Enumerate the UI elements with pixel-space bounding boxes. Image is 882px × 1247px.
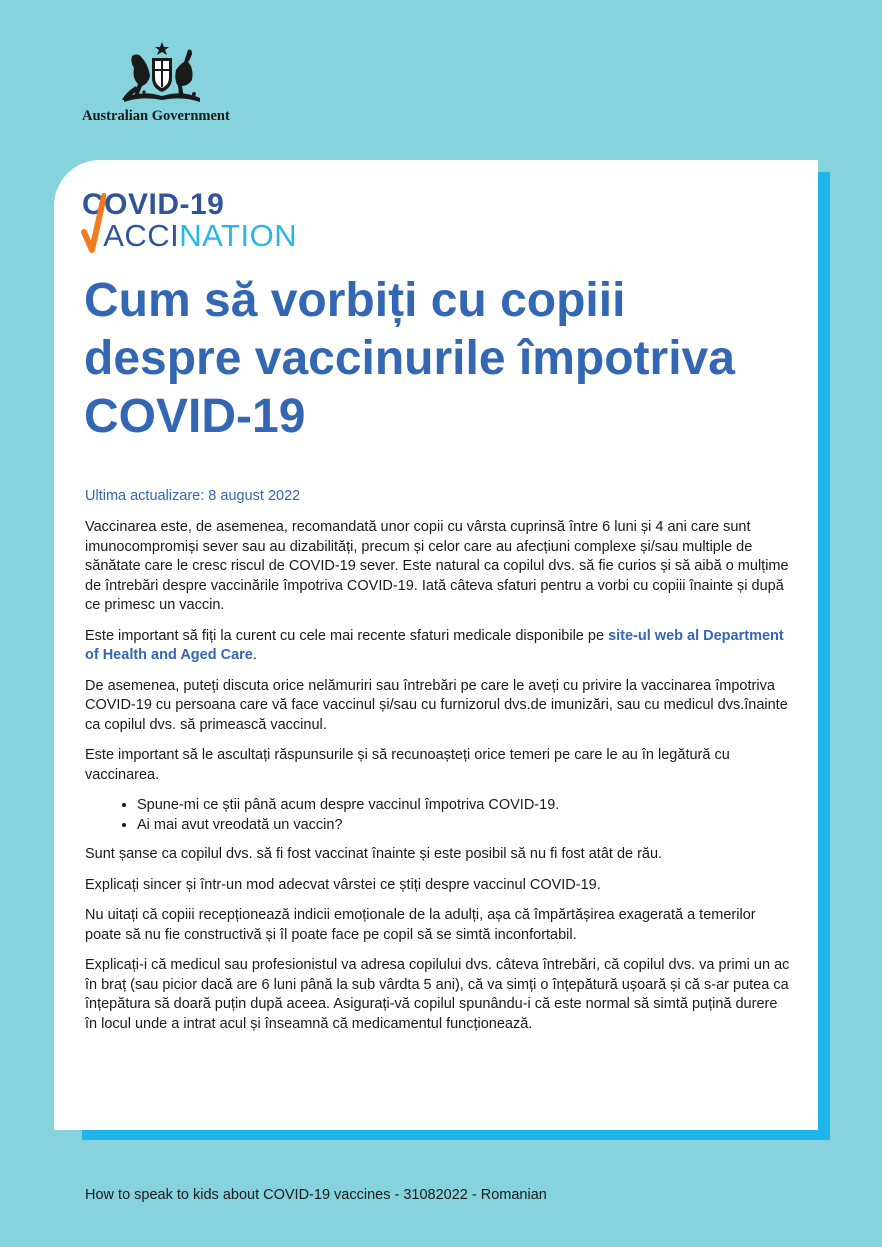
page-title: Cum să vorbiți cu copiii despre vaccinurile împotriva COVID-19: [84, 274, 735, 443]
paragraph-listen: Este important să le ascultați răspunsurile și să recunoașteți orice temeri pe care le au în legătură cu vaccinarea.: [85, 747, 730, 783]
logo-line-vaccination: [82, 220, 297, 252]
list-item: • Ai mai avut vreodată un vaccin?: [137, 816, 790, 836]
paragraph-stay-informed-end: .: [252, 647, 257, 663]
question-list: [85, 796, 790, 835]
government-branding: [82, 40, 252, 125]
government-name: Australian Government: [82, 108, 230, 124]
covid-vaccination-logo: [82, 190, 297, 252]
paragraph-intro: Vaccinarea este, de asemenea, recomandată unor copii cu vârsta cuprinsă între 6 luni și 4 ani care sunt imunocompromiși sever sau au dizabilități, precum și celor care au afecțiuni complexe și/sau multiple de sănătate care le cresc riscul de COVID-19 sever. Este natural ca copilul dvs. să fie curios și să aibă o mulțime de întrebări despre vaccinările împotriva COVID-19. Iată câteva sfaturi pentru a vorbi cu copiii înainte și după ce primesc un vaccin.: [85, 519, 789, 613]
last-updated-date: Ultima actualizare: 8 august 2022: [85, 488, 301, 504]
paragraph-discuss-concerns: De asemenea, puteți discuta orice nelămuriri sau întrebări pe care le aveți cu privire la vaccinarea împotriva COVID-19 cu persoana care vă face vaccinul și/sau cu furnizorul dvs.de imunizări, sau cu medicul dvs.înainte ca copilul dvs. să primească vaccinul.: [85, 677, 788, 733]
paragraph-what-to-expect: Explicați-i că medicul sau profesionistul va adresa copilului dvs. câteva întrebări, că copilul dvs. va primi un ac în braț (sau picior dacă are 6 luni până la sub vârdta 5 ani), că va simți o înțepătură ușoară și că s-ar putea ca înțepătura să doară puțin după aceea. Asigurați-vă copilul spunându-i că este normal să simtă puțină durere în locul unde a intrat acul și înseamnă că medicamentul funcționează.: [85, 957, 790, 1032]
logo-line-covid: COVID-19: [82, 188, 225, 221]
paragraph-previous-vaccination: Sunt șanse ca copilul dvs. să fi fost vaccinat înainte și este posibil să nu fi fost atât de rău.: [85, 846, 663, 862]
paragraph-emotional-cues: Nu uitați că copiii recepționează indicii emoționale de la adulți, așa că împărtășirea exagerată a temerilor poate să nu fie constructivă și îl poate face pe copil să se simtă inconfortabil.: [85, 907, 756, 943]
paragraph-stay-informed-text: Este important să fiți la curent cu cele mai recente sfaturi medicale disponibile pe: [85, 627, 609, 644]
health-department-website-link[interactable]: site-ul web al Department of Health and Aged Care: [85, 627, 784, 663]
logo-nation: NATION: [179, 218, 298, 253]
australian-coat-of-arms-icon: [118, 40, 206, 104]
logo-acci: ACCI: [103, 218, 180, 253]
paragraph-stay-informed: [85, 627, 790, 666]
checkmark-icon: [80, 192, 106, 256]
content-card: [54, 160, 818, 1130]
document-footer: How to speak to kids about COVID-19 vaccines - 31082022 - Romanian: [85, 1187, 547, 1203]
article-body: [85, 518, 790, 1045]
paragraph-explain-honestly: Explicați sincer și într-un mod adecvat vârstei ce știți despre vaccinul COVID-19.: [85, 876, 601, 893]
list-item: • Spune-mi ce știi până acum despre vaccinul împotriva COVID-19.: [137, 796, 790, 816]
